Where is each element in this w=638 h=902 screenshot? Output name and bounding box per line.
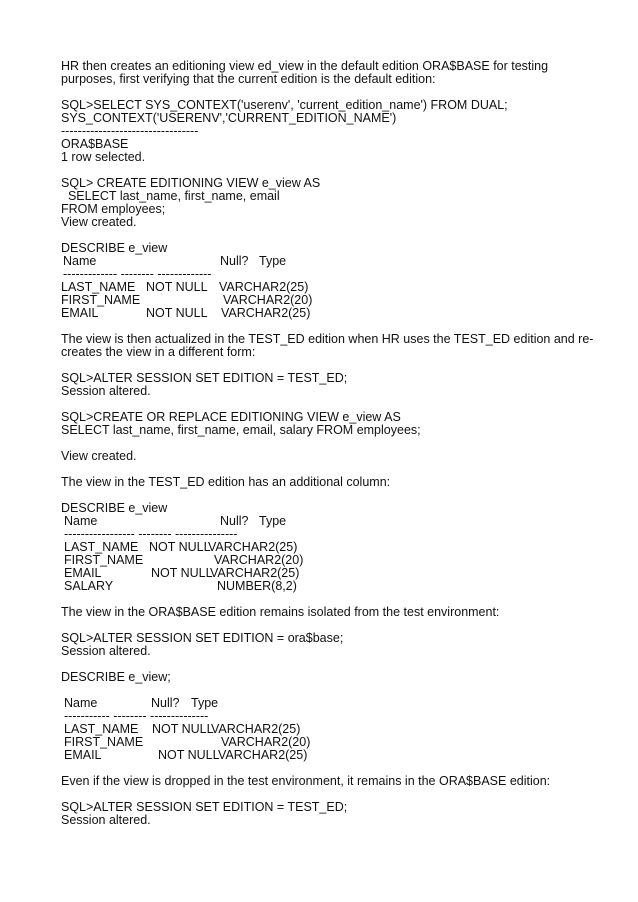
- describe-command: DESCRIBE e_view: [61, 241, 168, 255]
- intro-paragraph: HR then creates an editioning view ed_view in the default edition ORA$BASE for testing purposes, first verifying that the current edition is the default edition:: [61, 59, 549, 86]
- header-null: Null?: [220, 514, 249, 528]
- table-row: FIRST_NAME VARCHAR2(20): [64, 735, 311, 749]
- table-row: FIRST_NAME VARCHAR2(20): [64, 553, 304, 567]
- header-name: Name: [64, 696, 98, 710]
- code-line: SQL>ALTER SESSION SET EDITION = ora$base;: [61, 631, 344, 645]
- code-line: SQL>ALTER SESSION SET EDITION = TEST_ED;: [61, 371, 348, 385]
- code-line: SQL>CREATE OR REPLACE EDITIONING VIEW e_view AS: [61, 410, 401, 424]
- code-line: SQL>ALTER SESSION SET EDITION = TEST_ED;: [61, 800, 348, 814]
- code-line: Session altered.: [61, 644, 151, 658]
- table-row: EMAIL NOT NULL VARCHAR2(25): [61, 306, 311, 320]
- header-name: Name: [63, 254, 97, 268]
- table-row: SALARY NUMBER(8,2): [64, 579, 297, 593]
- header-type: Type: [259, 254, 287, 268]
- header-name: Name: [64, 514, 98, 528]
- isolated-paragraph: The view in the ORA$BASE edition remains isolated from the test environment:: [61, 605, 500, 619]
- table-row: EMAIL NOT NULL VARCHAR2(25): [64, 748, 308, 762]
- document-page: [61, 60, 601, 827]
- code-line: FROM employees;: [61, 202, 166, 216]
- table-row: FIRST_NAME VARCHAR2(20): [61, 293, 313, 307]
- additional-column-paragraph: The view in the TEST_ED edition has an additional column:: [61, 475, 391, 489]
- code-line: SYS_CONTEXT('USERENV','CURRENT_EDITION_NAME'): [61, 111, 397, 125]
- code-line: SELECT last_name, first_name, email: [61, 189, 280, 203]
- header-null: Null?: [220, 254, 249, 268]
- code-line: Session altered.: [61, 813, 151, 827]
- code-line: View created.: [61, 449, 137, 463]
- code-line: Session altered.: [61, 384, 151, 398]
- code-line: 1 row selected.: [61, 150, 146, 164]
- table-row: EMAIL NOT NULL VARCHAR2(25): [64, 566, 300, 580]
- describe-command: DESCRIBE e_view;: [61, 670, 171, 684]
- code-line: SQL>SELECT SYS_CONTEXT('userenv', 'current_edition_name') FROM DUAL;: [61, 98, 508, 112]
- actualize-paragraph: The view is then actualized in the TEST_ED edition when HR uses the TEST_ED edition and re-creates the view in a different form:: [61, 332, 594, 359]
- describe-separator: ----------- -------- --------------: [64, 709, 209, 723]
- describe-command: DESCRIBE e_view: [61, 501, 168, 515]
- code-line: SELECT last_name, first_name, email, salary FROM employees;: [61, 423, 421, 437]
- describe-separator: ----------------- -------- ---------------: [64, 527, 238, 541]
- code-line: ORA$BASE: [61, 137, 129, 151]
- table-row: LAST_NAME NOT NULL VARCHAR2(25): [64, 722, 301, 736]
- code-line: View created.: [61, 215, 137, 229]
- header-type: Type: [191, 696, 219, 710]
- code-line: SQL> CREATE EDITIONING VIEW e_view AS: [61, 176, 321, 190]
- header-null: Null?: [151, 696, 180, 710]
- describe-separator: ------------- -------- -------------: [63, 267, 212, 281]
- code-line: ---------------------------------: [61, 124, 199, 138]
- table-row: LAST_NAME NOT NULL VARCHAR2(25): [61, 280, 309, 294]
- header-type: Type: [259, 514, 287, 528]
- table-row: LAST_NAME NOT NULL VARCHAR2(25): [64, 540, 298, 554]
- dropped-paragraph: Even if the view is dropped in the test environment, it remains in the ORA$BASE edition:: [61, 774, 551, 788]
